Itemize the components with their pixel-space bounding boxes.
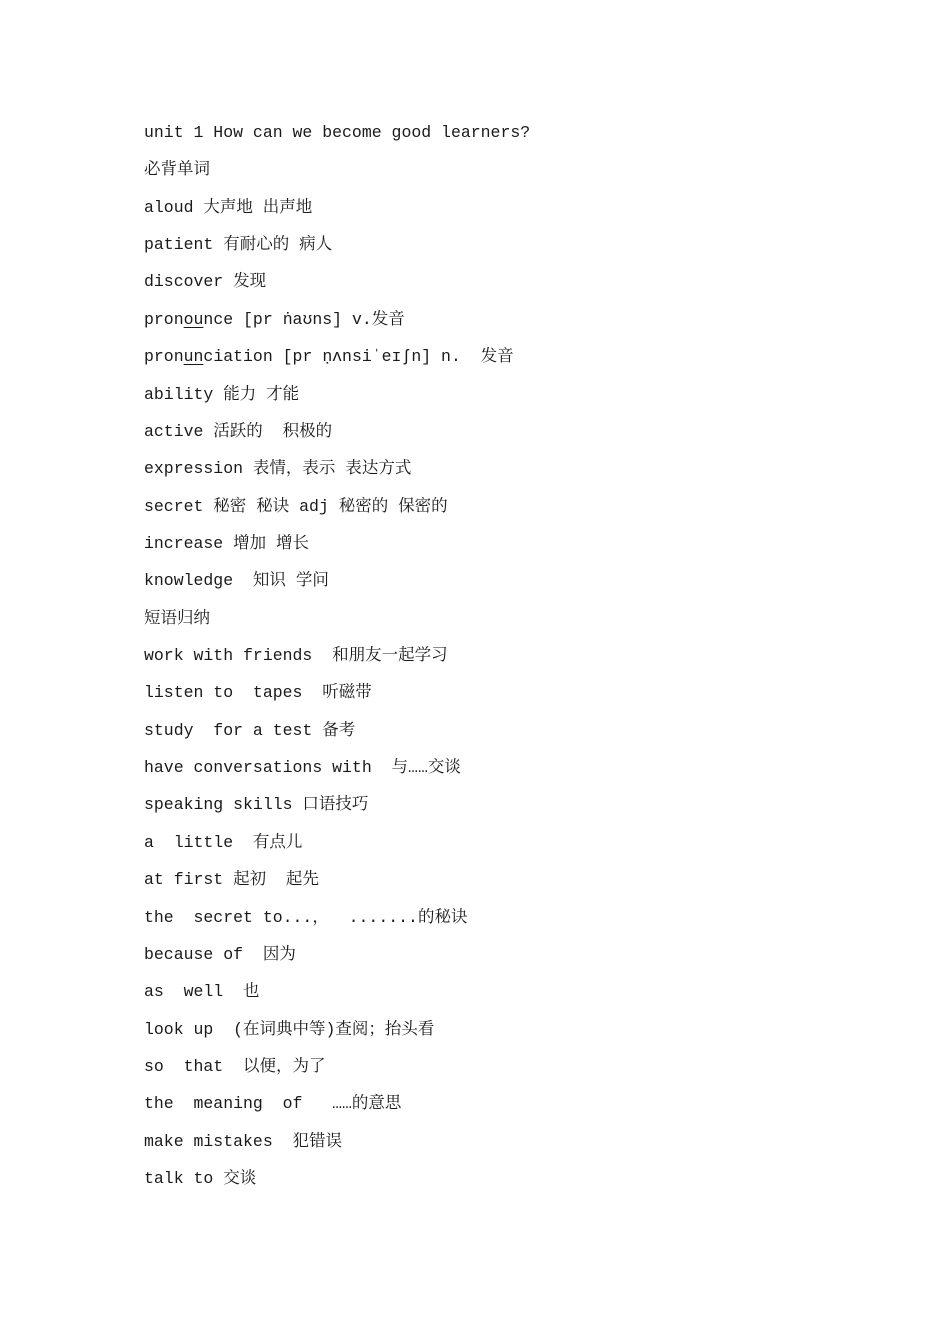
underlined-part: ou: [183, 309, 204, 329]
underlined-part: un: [183, 347, 204, 367]
section-heading-phrases: 短语归纳: [144, 608, 210, 628]
vocab-line: secret 秘密 秘诀 adj 秘密的 保密的: [144, 496, 448, 516]
unit-title: unit 1 How can we become good learners?: [144, 123, 531, 142]
phrase-line: make mistakes 犯错误: [144, 1131, 343, 1151]
vocab-line-pronunciation: [144, 342, 530, 379]
phrase-line: at first 起初 起先: [144, 870, 319, 890]
vocab-line: knowledge 知识 学问: [144, 571, 329, 591]
word-part: ciation [pr ṇʌnsiˈeɪʃn] n. 发音: [203, 347, 514, 367]
word-part: pron: [144, 309, 184, 329]
vocab-line: active 活跃的 积极的: [144, 421, 333, 441]
phrase-line: because of 因为: [144, 944, 296, 964]
word-part: nce [pr ṅaʊns] v.发音: [203, 309, 405, 329]
phrase-line: so that 以便，为了: [144, 1056, 326, 1076]
vocab-line: increase 增加 增长: [144, 533, 310, 553]
vocab-line: ability 能力 才能: [144, 384, 300, 404]
phrase-line: speaking skills 口语技巧: [144, 795, 369, 815]
phrase-line: talk to 交谈: [144, 1169, 257, 1189]
vocab-line-pronounce: [144, 305, 530, 342]
section-heading-words: 必背单词: [144, 160, 210, 180]
vocab-line: expression 表情，表示 表达方式: [144, 459, 412, 479]
vocab-line: discover 发现: [144, 272, 267, 292]
phrase-line: have conversations with 与……交谈: [144, 758, 461, 778]
vocab-line: aloud 大声地 出声地: [144, 197, 313, 217]
phrase-line: work with friends 和朋友一起学习: [144, 646, 448, 666]
phrase-line: listen to tapes 听磁带: [144, 683, 372, 703]
word-part: pron: [144, 347, 184, 367]
phrase-line: the meaning of ……的意思: [144, 1094, 402, 1114]
vocab-line: patient 有耐心的 病人: [144, 235, 333, 255]
phrase-line: a little 有点儿: [144, 832, 303, 852]
phrase-line: study for a test 备考: [144, 720, 356, 740]
document-body: [144, 118, 530, 1201]
phrase-line: as well 也: [144, 982, 260, 1002]
phrase-line: the secret to...， .......的秘诀: [144, 907, 468, 927]
phrase-line: look up (在词典中等)查阅；抬头看: [144, 1019, 435, 1039]
